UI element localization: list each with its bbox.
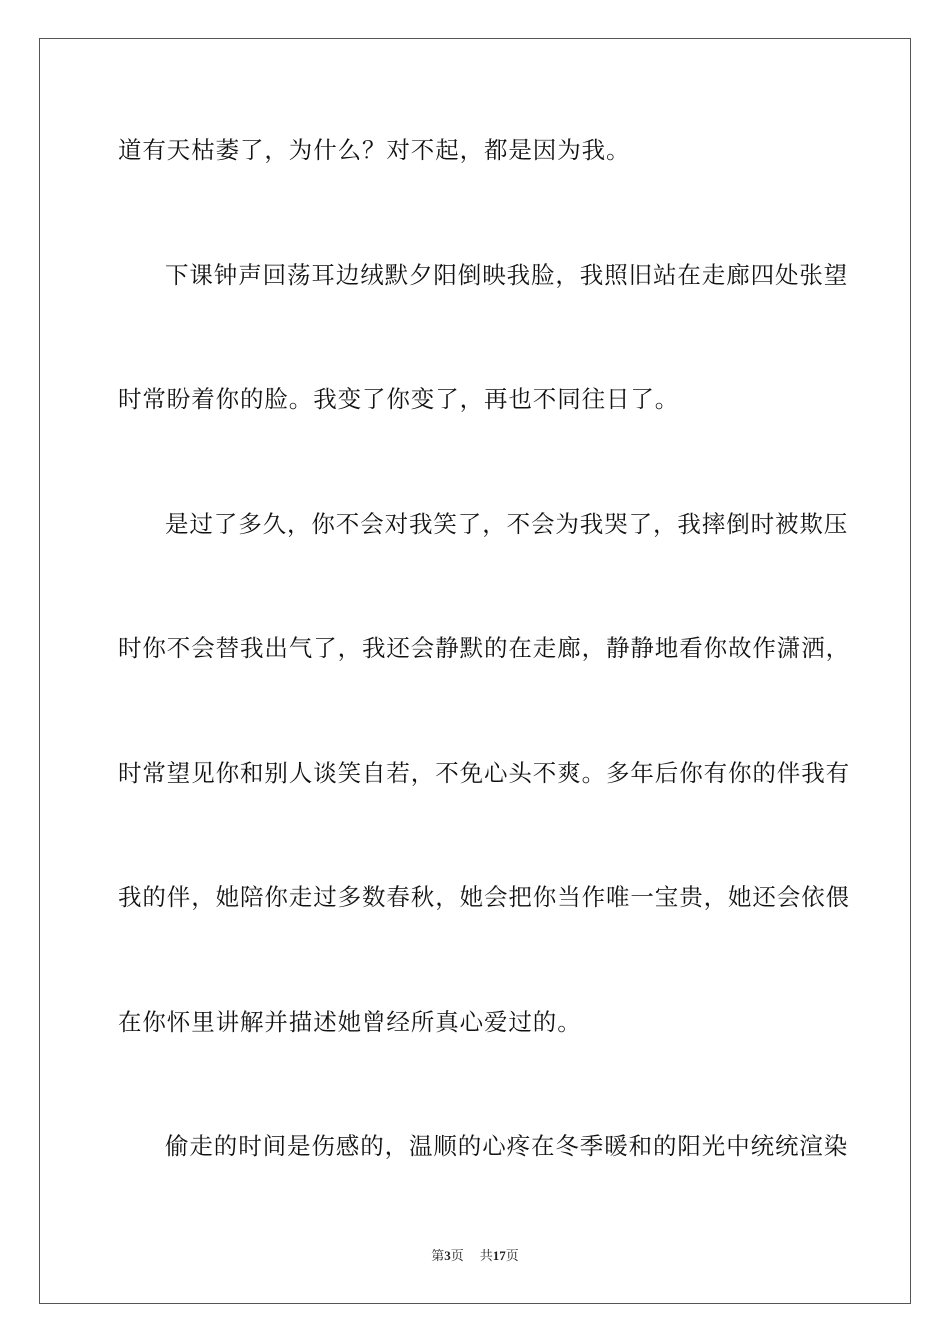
- page-prefix: 第: [431, 1248, 445, 1263]
- total-pages: 17: [492, 1248, 506, 1263]
- total-prefix: 共: [479, 1248, 493, 1263]
- text-line-7: 我的伴，她陪你走过多数春秋，她会把你当作唯一宝贵，她还会依偎: [118, 883, 850, 911]
- text-line-6: 时常望见你和别人谈笑自若，不免心头不爽。多年后你有你的伴我有: [118, 759, 850, 787]
- text-line-4: 是过了多久，你不会对我笑了，不会为我哭了，我摔倒时被欺压: [165, 510, 849, 538]
- text-line-2: 下课钟声回荡耳边绒默夕阳倒映我脸，我照旧站在走廊四处张望: [165, 261, 849, 289]
- page-number: 3: [444, 1248, 451, 1263]
- total-suffix: 页: [505, 1248, 519, 1263]
- page-suffix: 页: [450, 1248, 464, 1263]
- page-footer: [0, 1247, 950, 1265]
- text-line-8: 在你怀里讲解并描述她曾经所真心爱过的。: [118, 1008, 582, 1036]
- text-line-3: 时常盼着你的脸。我变了你变了，再也不同往日了。: [118, 385, 680, 413]
- page-border: [39, 38, 911, 1304]
- text-line-9: 偷走的时间是伤感的，温顺的心疼在冬季暖和的阳光中统统渲染: [165, 1132, 849, 1160]
- text-line-5: 时你不会替我出气了，我还会静默的在走廊，静静地看你故作潇洒，: [118, 634, 850, 662]
- text-line-1: 道有天枯萎了，为什么？对不起，都是因为我。: [118, 136, 631, 164]
